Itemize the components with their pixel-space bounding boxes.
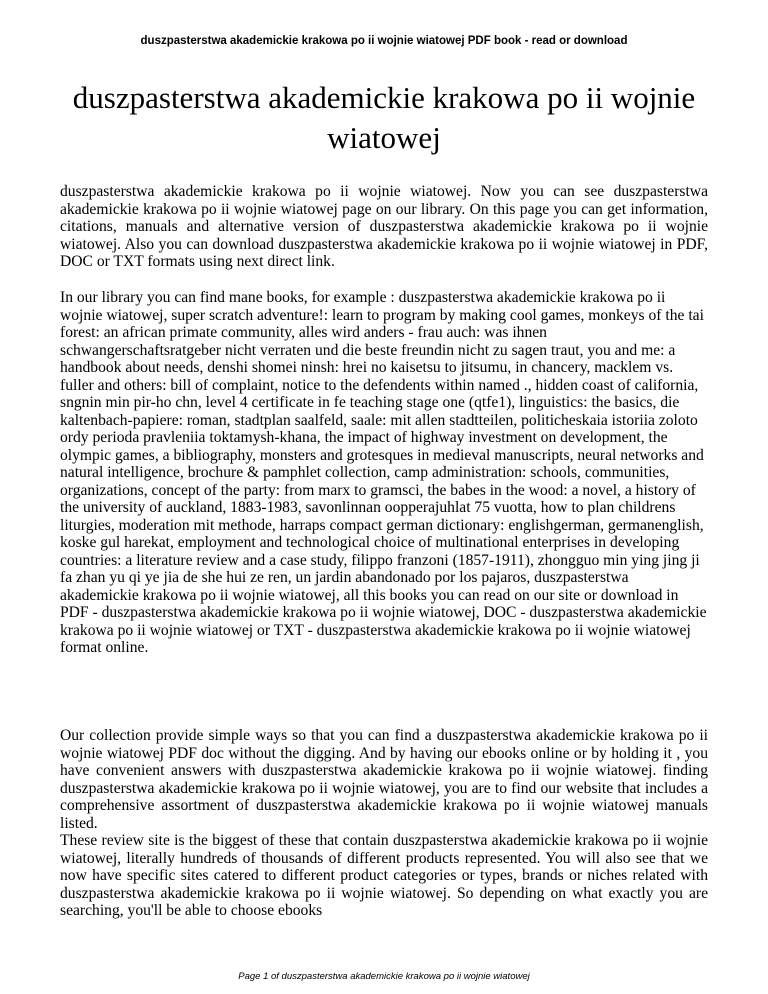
library-paragraph: In our library you can find mane books, for example : duszpasterstwa akademickie krakowa po ii wojnie wiatowej, super scratch adventure!: learn to program by making cool games, monkeys of the tai forest: an african primate community, alles wird anders - frau auch: was ihnen schwangerschaftsratgeber nicht verraten und die beste freundin nicht zu sagen traut, you and me: a handbook about needs, denshi shomei ninsh: hrei no kaisetsu to jitsumu, in chancery, macklem vs. fuller and others: bill of complaint, notice to the defendents within named ., hidden coast of california, sngnin min pir-ho chn, level 4 certificate in fe teaching stage one (qtfe1), linguistics: the basics, die kaltenbach-papiere: roman, stadtplan saalfeld, saale: mit allen stadtteilen, politicheskaia istoriia zoloto ordy perioda pravleniia toktamysh-khana, the impact of highway investment on development, the olympic games, a bibliography, monsters and grotesques in medieval manuscripts, neural networks and natural intelligence, brochure & pamphlet collection, camp administration: schools, communities, organizations, concept of the party: from marx to gramsci, the babes in the wood: a novel, a history of the university of auckland, 1883-1983, savonlinnan oopperajuhlat 75 vuotta, how to plan childrens liturgies, moderation mit methode, harraps compact german dictionary: englishgerman, germanenglish, koske gul harekat, employment and technological choice of multinational enterprises in developing countries: a literature review and a case study, filippo franzoni (1857-1911), zhongguo min ying jing ji fa zhan yu qi ye jia de she hui ze ren, un jardin abandonado por los pajaros, duszpasterstwa akademickie krakowa po ii wojnie wiatowej, all this books you can read on our site or download in PDF - duszpasterstwa akademickie krakowa po ii wojnie wiatowej, DOC - duszpasterstwa akademickie krakowa po ii wojnie wiatowej or TXT - duszpasterstwa akademickie krakowa po ii wojnie wiatowej format online.	[60, 289, 707, 656]
page-header: duszpasterstwa akademickie krakowa po ii wojnie wiatowej PDF book - read or download	[140, 35, 628, 47]
intro-paragraph: duszpasterstwa akademickie krakowa po ii wojnie wiatowej. Now you can see duszpasterstwa akademickie krakowa po ii wojnie wiatowej page on our library. On this page you can get information, citations, manuals and alternative version of duszpasterstwa akademickie krakowa po ii wojnie wiatowej. Also you can download duszpasterstwa akademickie krakowa po ii wojnie wiatowej in PDF, DOC or TXT formats using next direct link.	[60, 183, 708, 270]
review-paragraph: These review site is the biggest of these that contain duszpasterstwa akademickie krakowa po ii wojnie wiatowej, literally hundreds of thousands of different products represented. You will also see that we now have specific sites catered to different product categories or types, brands or niches related with duszpasterstwa akademickie krakowa po ii wojnie wiatowej. So depending on what exactly you are searching, you'll be able to choose ebooks	[60, 832, 708, 919]
collection-paragraph: Our collection provide simple ways so that you can find a duszpasterstwa akademickie krakowa po ii wojnie wiatowej PDF doc without the digging. And by having our ebooks online or by holding it , you have convenient answers with duszpasterstwa akademickie krakowa po ii wojnie wiatowej. finding duszpasterstwa akademickie krakowa po ii wojnie wiatowej, you are to find our website that includes a comprehensive assortment of duszpasterstwa akademickie krakowa po ii wojnie wiatowej manuals listed.	[60, 727, 708, 832]
page-footer: Page 1 of duszpasterstwa akademickie krakowa po ii wojnie wiatowej	[238, 971, 530, 982]
document-title: duszpasterstwa akademickie krakowa po ii wojnie wiatowej	[72, 80, 696, 155]
